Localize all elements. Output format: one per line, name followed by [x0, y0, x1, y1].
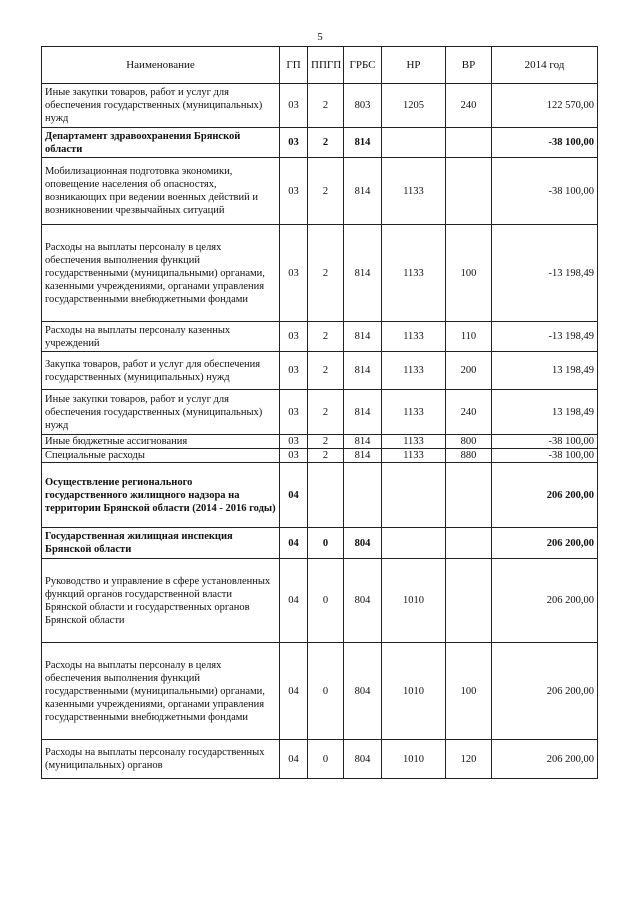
row-nr	[382, 128, 446, 158]
table-row	[42, 128, 598, 158]
header-name: Наименование	[42, 47, 280, 84]
row-nr: 1205	[382, 84, 446, 128]
table-row	[42, 740, 598, 779]
row-ppgp: 2	[308, 128, 344, 158]
row-name: Закупка товаров, работ и услуг для обеспечения государственных (муниципальных) нужд	[42, 352, 280, 390]
row-amount: 206 200,00	[492, 643, 598, 740]
row-grbs	[344, 463, 382, 528]
row-ppgp: 2	[308, 158, 344, 225]
row-vr	[446, 528, 492, 559]
row-nr: 1133	[382, 390, 446, 435]
row-ppgp: 2	[308, 322, 344, 352]
row-vr: 100	[446, 225, 492, 322]
row-grbs: 814	[344, 158, 382, 225]
row-vr: 800	[446, 435, 492, 449]
table-row	[42, 225, 598, 322]
row-nr: 1133	[382, 352, 446, 390]
budget-table	[41, 46, 598, 779]
row-ppgp: 0	[308, 643, 344, 740]
row-ppgp: 2	[308, 84, 344, 128]
table-row	[42, 352, 598, 390]
row-grbs: 804	[344, 559, 382, 643]
row-grbs: 804	[344, 528, 382, 559]
row-nr: 1133	[382, 225, 446, 322]
table-row	[42, 390, 598, 435]
row-amount: -38 100,00	[492, 128, 598, 158]
row-ppgp: 2	[308, 449, 344, 463]
row-nr: 1133	[382, 435, 446, 449]
row-nr: 1010	[382, 740, 446, 779]
table-body	[42, 84, 598, 779]
row-grbs: 804	[344, 740, 382, 779]
row-ppgp: 2	[308, 352, 344, 390]
table-row	[42, 528, 598, 559]
row-amount: 206 200,00	[492, 463, 598, 528]
row-grbs: 803	[344, 84, 382, 128]
row-nr: 1133	[382, 449, 446, 463]
row-amount: -38 100,00	[492, 158, 598, 225]
row-gp: 03	[280, 128, 308, 158]
header-vr: ВР	[446, 47, 492, 84]
row-nr: 1133	[382, 322, 446, 352]
row-name: Иные закупки товаров, работ и услуг для обеспечения государственных (муниципальных) нужд	[42, 84, 280, 128]
row-vr: 240	[446, 390, 492, 435]
row-name: Иные закупки товаров, работ и услуг для обеспечения государственных (муниципальных) нужд	[42, 390, 280, 435]
row-name: Специальные расходы	[42, 449, 280, 463]
row-ppgp: 2	[308, 225, 344, 322]
row-name: Государственная жилищная инспекция Брянской области	[42, 528, 280, 559]
table-row	[42, 559, 598, 643]
row-grbs: 814	[344, 128, 382, 158]
row-amount: 206 200,00	[492, 559, 598, 643]
row-grbs: 814	[344, 225, 382, 322]
row-gp: 04	[280, 643, 308, 740]
row-vr	[446, 559, 492, 643]
row-gp: 03	[280, 435, 308, 449]
row-gp: 03	[280, 322, 308, 352]
row-gp: 03	[280, 225, 308, 322]
row-grbs: 814	[344, 435, 382, 449]
table-row	[42, 463, 598, 528]
row-gp: 03	[280, 449, 308, 463]
row-name: Расходы на выплаты персоналу в целях обеспечения выполнения функций государственными (муниципальными) органами, казенными учреждениями, органами управления государственными внебюджетными фондами	[42, 643, 280, 740]
row-vr: 110	[446, 322, 492, 352]
row-amount: 122 570,00	[492, 84, 598, 128]
row-vr	[446, 158, 492, 225]
row-ppgp: 0	[308, 528, 344, 559]
row-grbs: 814	[344, 390, 382, 435]
row-ppgp: 2	[308, 435, 344, 449]
row-gp: 03	[280, 390, 308, 435]
row-vr: 200	[446, 352, 492, 390]
row-grbs: 814	[344, 449, 382, 463]
row-name: Осуществление регионального государственного жилищного надзора на территории Брянской области (2014 - 2016 годы)	[42, 463, 280, 528]
row-gp: 04	[280, 463, 308, 528]
table-row	[42, 322, 598, 352]
row-amount: 13 198,49	[492, 390, 598, 435]
row-name: Иные бюджетные ассигнования	[42, 435, 280, 449]
row-grbs: 814	[344, 352, 382, 390]
row-nr: 1010	[382, 559, 446, 643]
row-vr	[446, 128, 492, 158]
row-nr: 1010	[382, 643, 446, 740]
row-vr	[446, 463, 492, 528]
table-row	[42, 643, 598, 740]
row-name: Расходы на выплаты персоналу казенных учреждений	[42, 322, 280, 352]
row-vr: 120	[446, 740, 492, 779]
row-grbs: 804	[344, 643, 382, 740]
row-gp: 04	[280, 559, 308, 643]
row-gp: 03	[280, 84, 308, 128]
row-name: Департамент здравоохранения Брянской области	[42, 128, 280, 158]
row-vr: 100	[446, 643, 492, 740]
header-nr: НР	[382, 47, 446, 84]
row-amount: -38 100,00	[492, 435, 598, 449]
row-vr: 240	[446, 84, 492, 128]
row-amount: 206 200,00	[492, 528, 598, 559]
row-nr: 1133	[382, 158, 446, 225]
row-ppgp: 2	[308, 390, 344, 435]
row-amount: 13 198,49	[492, 352, 598, 390]
row-amount: -13 198,49	[492, 225, 598, 322]
row-vr: 880	[446, 449, 492, 463]
table-row	[42, 84, 598, 128]
table-row	[42, 449, 598, 463]
row-grbs: 814	[344, 322, 382, 352]
row-nr	[382, 463, 446, 528]
row-gp: 04	[280, 740, 308, 779]
row-name: Руководство и управление в сфере установленных функций органов государственной власти Брянской области и государственных органов Брянской области	[42, 559, 280, 643]
row-name: Расходы на выплаты персоналу государственных (муниципальных) органов	[42, 740, 280, 779]
row-gp: 03	[280, 352, 308, 390]
header-gp: ГП	[280, 47, 308, 84]
row-ppgp: 0	[308, 559, 344, 643]
row-gp: 03	[280, 158, 308, 225]
row-amount: 206 200,00	[492, 740, 598, 779]
row-name: Мобилизационная подготовка экономики, оповещение населения об опасностях, возникающих при ведении военных действий и возникновении чрезвычайных ситуаций	[42, 158, 280, 225]
header-year: 2014 год	[492, 47, 598, 84]
header-ppgp: ППГП	[308, 47, 344, 84]
row-amount: -13 198,49	[492, 322, 598, 352]
page-number: 5	[317, 31, 323, 43]
table-row	[42, 435, 598, 449]
row-gp: 04	[280, 528, 308, 559]
row-nr	[382, 528, 446, 559]
row-name: Расходы на выплаты персоналу в целях обеспечения выполнения функций государственными (муниципальными) органами, казенными учреждениями, органами управления государственными внебюджетными фондами	[42, 225, 280, 322]
row-amount: -38 100,00	[492, 449, 598, 463]
table-header-row	[42, 47, 598, 84]
table-row	[42, 158, 598, 225]
row-ppgp	[308, 463, 344, 528]
header-grbs: ГРБС	[344, 47, 382, 84]
row-ppgp: 0	[308, 740, 344, 779]
